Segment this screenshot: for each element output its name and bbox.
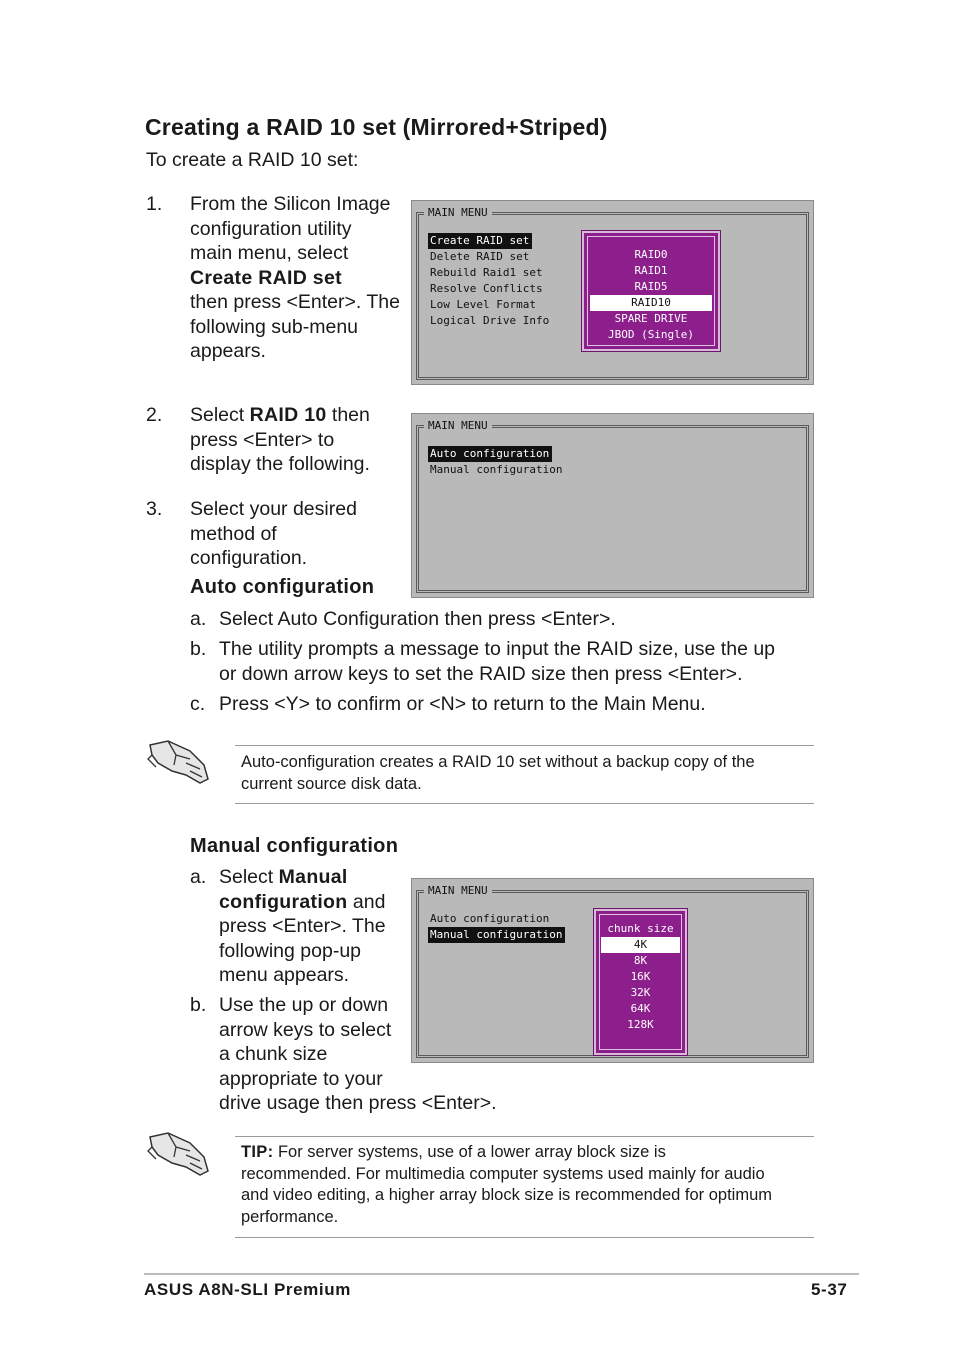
- popup-item-raid5[interactable]: RAID5: [634, 280, 668, 293]
- manual-step-line: following pop-up: [219, 939, 362, 962]
- menu-item-rebuild-raid1-set[interactable]: Rebuild Raid1 set: [430, 266, 543, 279]
- step-line: following sub-menu: [190, 315, 359, 338]
- frame-label: MAIN MENU: [424, 419, 492, 432]
- raid-level-popup: [582, 231, 720, 351]
- frame-label: MAIN MENU: [424, 206, 492, 219]
- section-title: Creating a RAID 10 set (Mirrored+Striped): [145, 114, 608, 140]
- auto-step-letter: a.: [190, 608, 207, 630]
- tip-line: For server systems, use of a lower array block size is: [273, 1143, 666, 1161]
- auto-step-letter: c.: [190, 693, 206, 715]
- note-top-rule: [235, 745, 814, 746]
- manual-step-line: menu appears.: [219, 964, 350, 986]
- menu-item-logical-drive-info[interactable]: Logical Drive Info: [430, 314, 550, 327]
- auto-step-b-text: [219, 637, 819, 686]
- step-number: 2.: [146, 404, 163, 426]
- step-line: then press <Enter>. The: [190, 291, 400, 313]
- step-text: then: [326, 404, 370, 426]
- main-menu-screen-3: [411, 878, 814, 1063]
- footer-page-number: 5-37: [811, 1280, 848, 1299]
- step-number: 3.: [146, 498, 163, 520]
- menu-item-create-raid-set[interactable]: Create RAID set: [428, 233, 532, 249]
- intro-text: To create a RAID 10 set:: [146, 149, 359, 171]
- auto-step-letter: b.: [190, 638, 207, 660]
- manual-step-line: drive usage then press <Enter>.: [219, 1092, 497, 1114]
- manual-step-letter: b.: [190, 994, 207, 1016]
- manual-step-a-text: [219, 865, 414, 988]
- popup-item-jbod[interactable]: JBOD (Single): [607, 328, 695, 341]
- step-line: display the following.: [190, 453, 370, 475]
- chunk-size-popup: [594, 909, 687, 1055]
- note-1-text: [241, 752, 816, 795]
- step-line: Select your desired: [190, 498, 357, 520]
- tip-line: performance.: [241, 1207, 339, 1226]
- step-2-text: [190, 403, 405, 477]
- auto-step-b-line: or down arrow keys to set the RAID size then press <Enter>.: [219, 662, 743, 685]
- main-menu-list: [428, 233, 552, 329]
- menu-item-manual-configuration[interactable]: Manual configuration: [428, 927, 565, 943]
- manual-step-text: Select: [219, 866, 279, 888]
- hand-note-icon: [146, 1127, 212, 1179]
- step-term: RAID 10: [249, 404, 327, 426]
- main-menu-screen-2: [411, 413, 814, 598]
- tip-line: recommended. For multimedia computer systems used mainly for audio: [241, 1164, 765, 1183]
- menu-item-resolve-conflicts[interactable]: Resolve Conflicts: [430, 282, 543, 295]
- tip-bottom-rule: [235, 1237, 814, 1238]
- step-line: configuration utility: [190, 217, 352, 240]
- note-bottom-rule: [235, 803, 814, 804]
- popup-item-64k[interactable]: 64K: [630, 1002, 651, 1015]
- popup-item-16k[interactable]: 16K: [630, 970, 651, 983]
- tip-line: and video editing, a higher array block size is recommended for optimum: [241, 1186, 773, 1204]
- step-3-text: [190, 497, 405, 571]
- config-menu-list: [428, 446, 565, 478]
- menu-item-delete-raid-set[interactable]: Delete RAID set: [430, 250, 530, 263]
- manual-step-line: Use the up or down: [219, 994, 389, 1016]
- step-line: appears.: [190, 340, 266, 362]
- popup-item-128k[interactable]: 128K: [627, 1018, 654, 1031]
- manual-step-line: arrow keys to select: [219, 1018, 392, 1041]
- step-line: configuration.: [190, 547, 308, 569]
- frame-label: MAIN MENU: [424, 884, 492, 897]
- note-line: current source disk data.: [241, 774, 422, 793]
- manual-step-letter: a.: [190, 866, 207, 888]
- popup-item-8k[interactable]: 8K: [633, 954, 648, 967]
- step-line: method of: [190, 522, 277, 545]
- footer-product: ASUS A8N-SLI Premium: [144, 1280, 351, 1299]
- menu-item-auto-configuration[interactable]: Auto configuration: [430, 912, 550, 925]
- manual-step-term: Manual: [278, 866, 348, 888]
- menu-item-auto-configuration[interactable]: Auto configuration: [428, 446, 552, 462]
- manual-step-line: appropriate to your: [219, 1067, 383, 1090]
- manual-step-line: a chunk size: [219, 1043, 328, 1065]
- step-line: From the Silicon Image: [190, 193, 391, 215]
- popup-title: chunk size: [607, 922, 674, 935]
- tip-top-rule: [235, 1136, 814, 1137]
- auto-step-a-text: Select Auto Configuration then press <Enter>.: [219, 608, 616, 630]
- raid-level-list: [590, 247, 712, 343]
- manual-step-text: and: [347, 890, 386, 913]
- hand-note-icon: [146, 735, 212, 787]
- popup-item-32k[interactable]: 32K: [630, 986, 651, 999]
- config-menu-list: [428, 911, 565, 943]
- auto-step-b-line: The utility prompts a message to input the RAID size, use the up: [219, 638, 776, 660]
- tip-text: [241, 1142, 816, 1228]
- step-number: 1.: [146, 193, 163, 215]
- step-term: Create RAID set: [190, 266, 342, 289]
- step-text: Select: [190, 404, 250, 426]
- step-line: press <Enter> to: [190, 428, 335, 451]
- manual-step-term: configuration: [219, 890, 348, 913]
- step-1-text: [190, 192, 410, 364]
- manual-step-line: press <Enter>. The: [219, 915, 386, 937]
- chunk-size-list: [601, 921, 680, 1033]
- popup-item-spare-drive[interactable]: SPARE DRIVE: [614, 312, 688, 325]
- footer-rule: [144, 1273, 859, 1275]
- popup-item-raid1[interactable]: RAID1: [634, 264, 668, 277]
- tip-label: TIP:: [241, 1143, 274, 1161]
- manual-config-heading: Manual configuration: [190, 835, 399, 857]
- popup-item-raid10[interactable]: RAID10: [590, 295, 712, 311]
- auto-config-heading: Auto configuration: [190, 576, 375, 598]
- popup-item-raid0[interactable]: RAID0: [634, 248, 668, 261]
- note-line: Auto-configuration creates a RAID 10 set without a backup copy of the: [241, 753, 755, 771]
- auto-step-c-text: Press <Y> to confirm or <N> to return to the Main Menu.: [219, 693, 706, 715]
- popup-item-4k[interactable]: 4K: [601, 937, 680, 953]
- step-line: main menu, select: [190, 242, 349, 264]
- main-menu-screen-1: [411, 200, 814, 385]
- menu-item-manual-configuration[interactable]: Manual configuration: [430, 463, 563, 476]
- menu-item-low-level-format[interactable]: Low Level Format: [430, 298, 536, 311]
